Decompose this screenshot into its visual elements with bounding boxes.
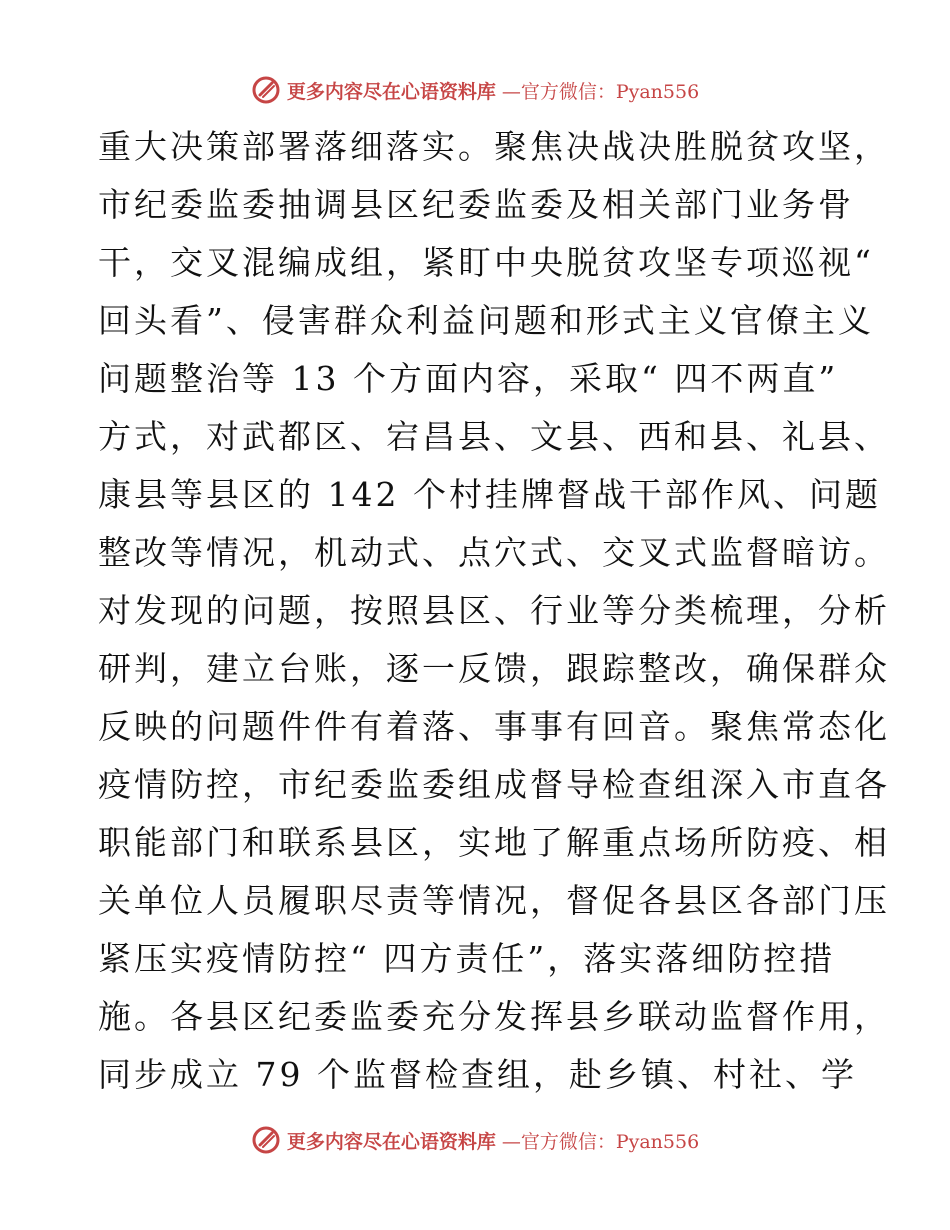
footer-banner [0, 1120, 950, 1160]
body-line: 反映的问题件件有着落、事事有回音。聚焦常态化 [98, 707, 890, 746]
body-line: 回头看”、侵害群众利益问题和形式主义官僚主义 [98, 301, 874, 340]
body-line: 疫情防控，市纪委监委组成督导检查组深入市直各 [98, 765, 890, 804]
body-line: 康县等县区的 142 个村挂牌督战干部作风、问题 [98, 475, 881, 514]
body-line: 施。各县区纪委监委充分发挥县乡联动监督作用， [98, 997, 890, 1036]
body-line: 紧压实疫情防控“ 四方责任”，落实落细防控措 [98, 939, 836, 978]
body-line: 市纪委监委抽调县区纪委监委及相关部门业务骨 [98, 185, 854, 224]
document-body [98, 118, 890, 1104]
header-banner [0, 70, 950, 110]
body-line: 重大决策部署落细落实。聚焦决战决胜脱贫攻坚， [98, 127, 890, 166]
brand-logo-icon [251, 1125, 281, 1155]
banner-brand-text: 更多内容尽在心语资料库 [286, 80, 496, 103]
body-line: 职能部门和联系县区，实地了解重点场所防疫、相 [98, 823, 890, 862]
brand-logo-icon [251, 75, 281, 105]
banner-brand-text: 更多内容尽在心语资料库 [286, 1130, 496, 1153]
body-line: 关单位人员履职尽责等情况，督促各县区各部门压 [98, 881, 890, 920]
body-line: 整改等情况，机动式、点穴式、交叉式监督暗访。 [98, 533, 890, 572]
body-line: 干，交叉混编成组，紧盯中央脱贫攻坚专项巡视“ [98, 243, 874, 282]
body-line: 研判，建立台账，逐一反馈，跟踪整改，确保群众 [98, 649, 890, 688]
body-line: 方式，对武都区、宕昌县、文县、西和县、礼县、 [98, 417, 890, 456]
body-line: 问题整治等 13 个方面内容，采取“ 四不两直” [98, 359, 839, 398]
banner-wechat-text: —官方微信：Pyan556 [501, 80, 700, 103]
body-line: 对发现的问题，按照县区、行业等分类梳理，分析 [98, 591, 890, 630]
body-line: 同步成立 79 个监督检查组，赴乡镇、村社、学 [98, 1055, 857, 1094]
banner-wechat-text: —官方微信：Pyan556 [501, 1130, 700, 1153]
